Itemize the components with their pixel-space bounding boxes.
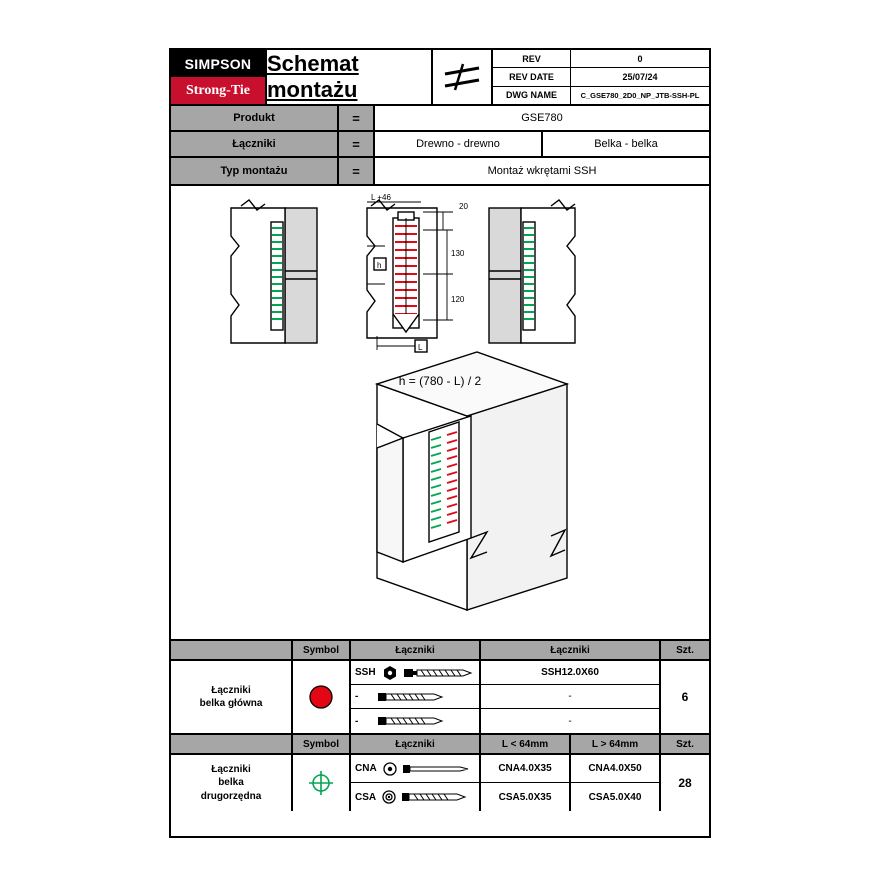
meta-value-dwgname: C_GSE780_2D0_NP_JTB-SSH-PL (580, 90, 700, 100)
meta-row-revdate (493, 68, 709, 86)
fastener-desc-empty-1: - (481, 685, 659, 709)
isometric-view (377, 352, 567, 610)
meta-row-rev (493, 50, 709, 68)
screw-icon (378, 714, 452, 728)
hex-screw-icon (382, 665, 398, 681)
drawing-sheet (169, 48, 711, 838)
spec-eq-laczniki: = (339, 132, 375, 156)
spec-row-typ-montazu (171, 158, 709, 184)
fastener-short-csa: CSA5.0X35 (498, 791, 552, 803)
screw-icon (404, 666, 478, 680)
fastener-tag-csa: CSA (355, 791, 377, 803)
fasteners-main-title-line1: Łączniki (211, 684, 251, 696)
fasteners-secondary-qty: 28 (678, 776, 692, 790)
meta-value-revdate: 25/07/24 (622, 71, 658, 82)
fasteners-secondary-head-short: L < 64mm (481, 735, 571, 753)
dim-top-label: 20 (459, 202, 468, 211)
fasteners-secondary-title-line2: belka (218, 777, 244, 789)
fastener-long-cna: CNA4.0X50 (571, 755, 659, 783)
dim-l-label: L (418, 343, 423, 352)
fastener-tag-cna: CNA (355, 763, 377, 774)
spec-row-laczniki (171, 132, 709, 158)
spec-value-produkt: GSE780 (521, 112, 563, 124)
fastener-tag-empty-1: - (355, 691, 359, 702)
spec-row-produkt (171, 106, 709, 132)
fasteners-secondary-title-line1: Łączniki (211, 763, 251, 775)
nail-icon (403, 762, 475, 776)
title-block (171, 50, 709, 106)
dim-bottom-label: 120 (451, 295, 465, 304)
fasteners-main-head-blank (171, 641, 293, 659)
fasteners-main-head-laczniki-2: Łączniki (481, 641, 661, 659)
height-formula: h = (780 - L) / 2 (398, 374, 482, 388)
fastener-tag-ssh: SSH (355, 667, 376, 678)
fastener-long-csa: CSA5.0X40 (588, 791, 642, 803)
screw-icon (402, 790, 474, 804)
meta-key-revdate: REV DATE (493, 68, 571, 85)
fastener-short-cna: CNA4.0X35 (481, 755, 569, 783)
fasteners-secondary-title-line3: drugorzędna (200, 790, 262, 802)
fasteners-secondary-head-blank (171, 735, 293, 753)
right-elevation-view (489, 200, 575, 343)
fasteners-secondary-head-long: L > 64mm (571, 735, 661, 753)
dim-h-label: h (377, 261, 382, 270)
fasteners-secondary-head (171, 735, 709, 755)
drawing-meta (493, 50, 709, 104)
fasteners-secondary-head-szt: Szt. (676, 738, 694, 750)
dim-length-label: L +46 (371, 193, 391, 202)
logo-simpson-text: SIMPSON (171, 50, 265, 77)
fastener-desc-empty-2: - (568, 715, 572, 727)
fasteners-main-head-symbol: Symbol (293, 641, 351, 659)
meta-value-rev: 0 (637, 53, 643, 64)
fasteners-main-title-line2: belka główna (199, 698, 263, 709)
nail-head-icon (383, 762, 397, 776)
sheet-title (267, 50, 433, 104)
fastener-row-empty-1 (351, 685, 479, 709)
spec-label-typ-montazu: Typ montażu (171, 158, 339, 184)
fasteners-main-head-laczniki-1: Łączniki (351, 641, 481, 659)
dim-mid-label: 130 (451, 249, 465, 258)
fasteners-secondary-row-title (171, 755, 293, 811)
meta-key-dwgname: DWG NAME (493, 87, 571, 104)
screw-head-icon (382, 790, 396, 804)
fasteners-secondary-body (171, 755, 709, 811)
fasteners-main-head-szt: Szt. (676, 644, 694, 656)
meta-key-rev: REV (493, 50, 571, 67)
center-section-view (367, 200, 453, 352)
screw-icon (378, 690, 452, 704)
technical-drawings (171, 186, 709, 641)
fasteners-secondary-head-laczniki: Łączniki (351, 735, 481, 753)
fasteners-main-row-title (171, 661, 293, 733)
fastener-desc-ssh: SSH12.0X60 (481, 661, 659, 685)
fasteners-secondary-head-symbol: Symbol (293, 735, 351, 753)
green-crosshair-icon (293, 755, 351, 811)
spec-eq-produkt: = (339, 106, 375, 130)
spec-table (171, 106, 709, 186)
fasteners-main-beam-table (171, 641, 709, 735)
spec-value-typ-montazu: Montaż wkrętami SSH (487, 165, 597, 177)
drawing-area (171, 186, 709, 641)
spec-value-laczniki-1: Drewno - drewno (416, 138, 500, 150)
logo-strongtie-text: Strong-Tie (171, 77, 265, 104)
fastener-row-csa (351, 783, 479, 811)
sheet-title-text: Schemat montażu (267, 51, 359, 102)
fastener-row-empty-2 (351, 709, 479, 733)
fastener-row-cna (351, 755, 479, 783)
fasteners-main-qty: 6 (681, 690, 689, 704)
spec-label-laczniki: Łączniki (171, 132, 339, 156)
not-parallel-icon (433, 50, 493, 104)
company-logo (171, 50, 267, 104)
spec-label-produkt: Produkt (171, 106, 339, 130)
fastener-row-ssh (351, 661, 479, 685)
left-elevation-view (231, 200, 317, 343)
meta-row-dwgname (493, 87, 709, 104)
red-circle-icon (293, 661, 351, 733)
spec-value-laczniki-2: Belka - belka (541, 132, 709, 156)
fasteners-main-head (171, 641, 709, 661)
fasteners-secondary-beam-table (171, 735, 709, 811)
fastener-tag-empty-2: - (355, 715, 359, 727)
fasteners-main-body (171, 661, 709, 733)
spec-eq-typ-montazu: = (339, 158, 375, 184)
